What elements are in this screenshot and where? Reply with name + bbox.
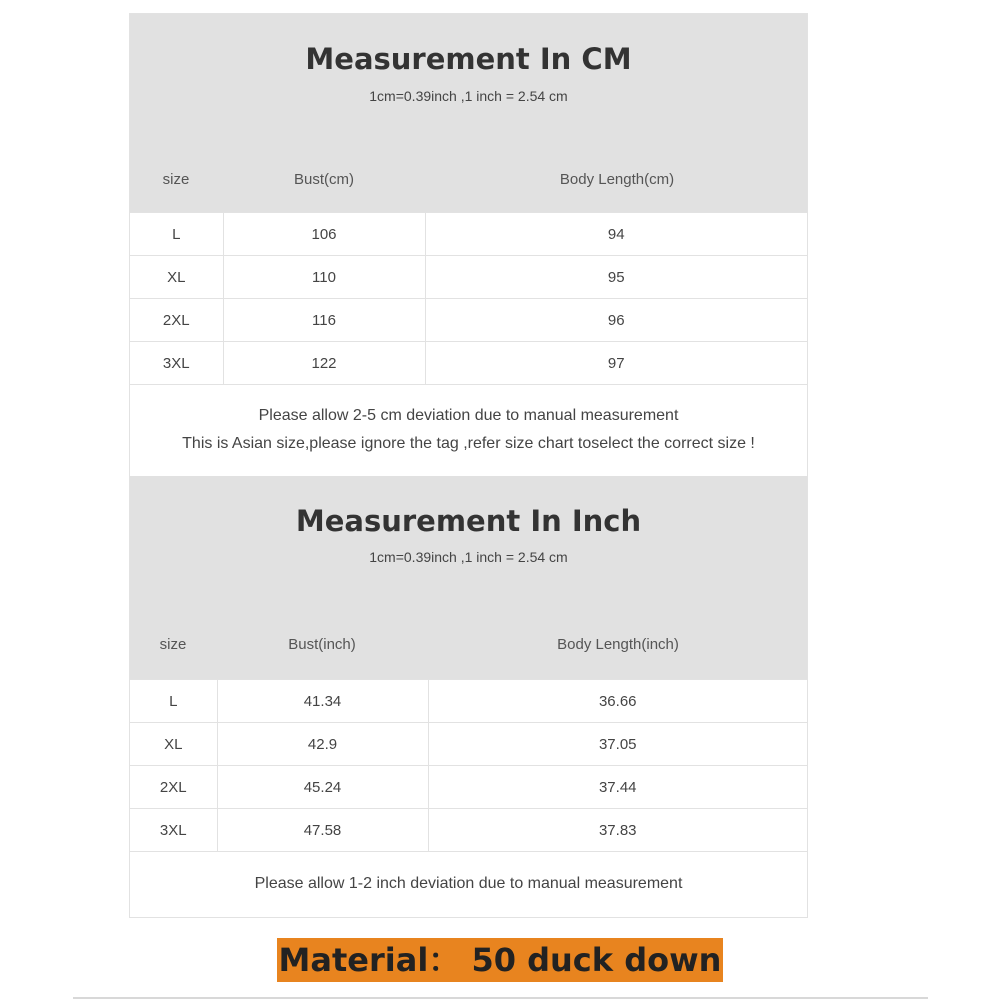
table-row <box>130 680 807 723</box>
table-row <box>130 256 807 299</box>
inch-length-cell: 37.83 <box>428 809 807 852</box>
cm-length-cell: 95 <box>425 256 807 299</box>
table-row <box>130 766 807 809</box>
cm-conversion-note: 1cm=0.39inch ,1 inch = 2.54 cm <box>369 88 568 104</box>
material-banner <box>0 938 1000 982</box>
inch-header-bust: Bust(inch) <box>288 636 356 653</box>
cm-size-cell: 2XL <box>130 299 223 342</box>
inch-header-block <box>130 476 807 679</box>
cm-title: Measurement In CM <box>305 42 632 76</box>
cm-size-cell: XL <box>130 256 223 299</box>
inch-conversion-note: 1cm=0.39inch ,1 inch = 2.54 cm <box>369 549 568 565</box>
inch-table <box>130 679 807 851</box>
cm-length-cell: 96 <box>425 299 807 342</box>
table-row <box>130 213 807 256</box>
table-row <box>130 723 807 766</box>
divider <box>73 997 928 999</box>
inch-header-length: Body Length(inch) <box>557 636 679 653</box>
cm-header-bust: Bust(cm) <box>294 171 354 188</box>
cm-length-cell: 97 <box>425 342 807 385</box>
inch-length-cell: 36.66 <box>428 680 807 723</box>
inch-header-size: size <box>159 636 187 653</box>
cm-table <box>130 212 807 384</box>
cm-column-headers <box>130 149 807 213</box>
inch-size-cell: XL <box>130 723 217 766</box>
cm-deviation-note <box>130 384 807 476</box>
inch-bust-cell: 45.24 <box>217 766 428 809</box>
cm-header-size: size <box>162 171 190 188</box>
cm-size-cell: L <box>130 213 223 256</box>
inch-column-headers <box>130 614 807 678</box>
table-row <box>130 342 807 385</box>
cm-bust-cell: 110 <box>223 256 425 299</box>
inch-title: Measurement In Inch <box>295 504 642 538</box>
cm-header-length: Body Length(cm) <box>559 171 675 188</box>
cm-header-block <box>130 14 807 212</box>
table-row <box>130 809 807 852</box>
cm-bust-cell: 116 <box>223 299 425 342</box>
inch-note-line-1: Please allow 1-2 inch deviation due to manual measurement <box>254 875 683 892</box>
inch-bust-cell: 42.9 <box>217 723 428 766</box>
cm-bust-cell: 122 <box>223 342 425 385</box>
cm-size-cell: 3XL <box>130 342 223 385</box>
cm-note-line-2: This is Asian size,please ignore the tag ,refer size chart toselect the correct size ! <box>182 435 755 452</box>
table-row <box>130 299 807 342</box>
cm-bust-cell: 106 <box>223 213 425 256</box>
size-chart <box>129 13 808 918</box>
inch-size-cell: 2XL <box>130 766 217 809</box>
inch-length-cell: 37.44 <box>428 766 807 809</box>
inch-bust-cell: 41.34 <box>217 680 428 723</box>
cm-length-cell: 94 <box>425 213 807 256</box>
inch-bust-cell: 47.58 <box>217 809 428 852</box>
inch-length-cell: 37.05 <box>428 723 807 766</box>
inch-deviation-note <box>130 851 807 917</box>
cm-note-line-1: Please allow 2-5 cm deviation due to manual measurement <box>258 407 679 424</box>
material-label: Material： 50 duck down <box>277 938 724 982</box>
inch-size-cell: 3XL <box>130 809 217 852</box>
inch-size-cell: L <box>130 680 217 723</box>
